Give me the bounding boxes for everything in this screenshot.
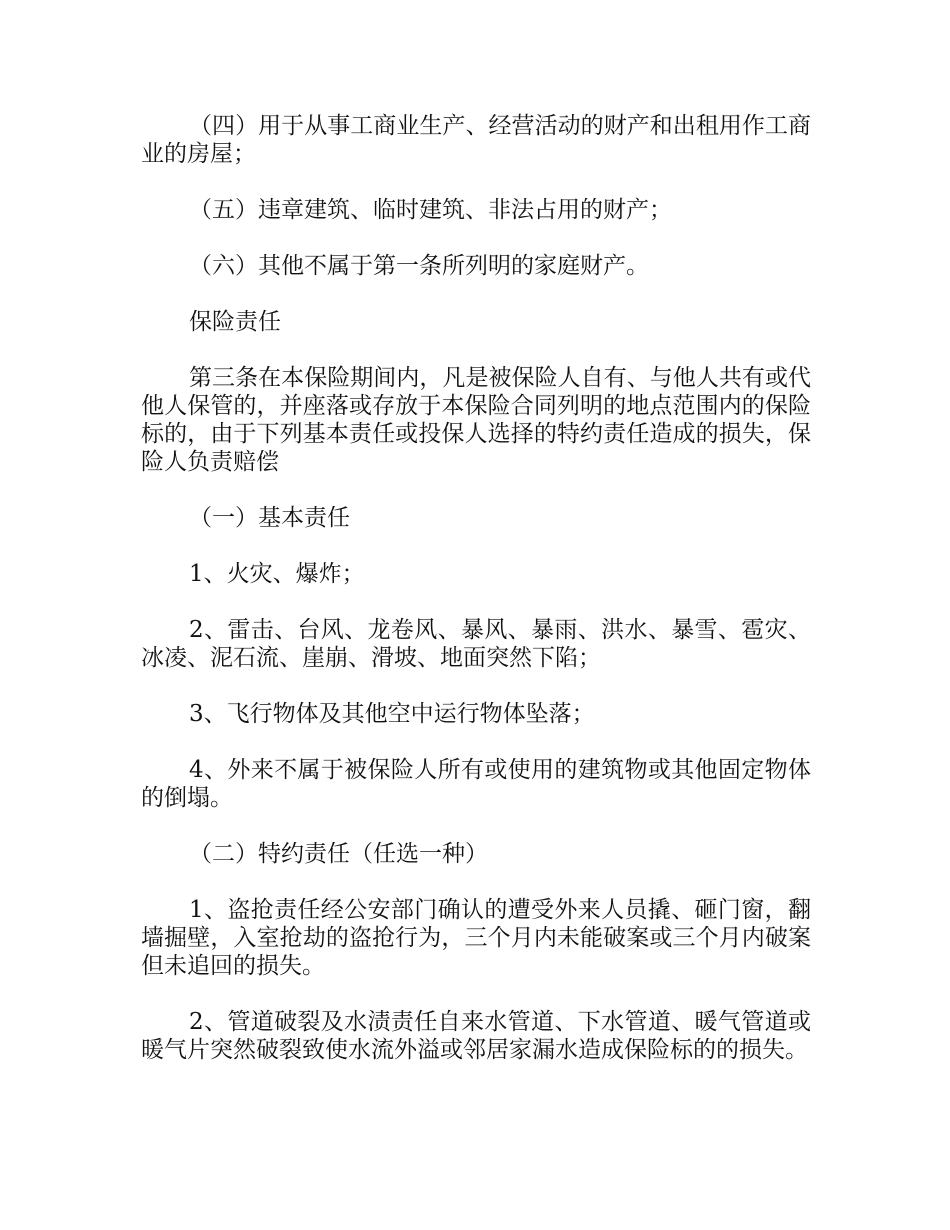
paragraph-exclusion-5: （五）违章建筑、临时建筑、非法占用的财产； <box>189 197 672 223</box>
document-page <box>141 112 811 1092</box>
subheading-basic-liability: （一）基本责任 <box>189 505 350 531</box>
list-item-special-2: 2、管道破裂及水渍责任自来水管道、下水管道、暖气管道或暖气片突然破裂致使水流外溢或邻居家漏水造成保险标的的损失。 <box>141 1009 811 1063</box>
list-item-special-1: 1、盗抢责任经公安部门确认的遭受外来人员撬、砸门窗，翻墙掘壁，入室抢劫的盗抢行为，三个月内未能破案或三个月内破案但未追回的损失。 <box>141 897 811 979</box>
list-item-basic-4: 4、外来不属于被保险人所有或使用的建筑物或其他固定物体的倒塌。 <box>141 757 811 811</box>
section-heading-liability: 保险责任 <box>189 309 281 335</box>
list-item-basic-2: 2、雷击、台风、龙卷风、暴风、暴雨、洪水、暴雪、雹灾、冰凌、泥石流、崖崩、滑坡、地面突然下陷； <box>141 617 811 671</box>
paragraph-exclusion-6: （六）其他不属于第一条所列明的家庭财产。 <box>189 253 649 279</box>
paragraph-article-3: 第三条在本保险期间内，凡是被保险人自有、与他人共有或代他人保管的，并座落或存放于本保险合同列明的地点范围内的保险标的，由于下列基本责任或投保人选择的特约责任造成的损失，保险人负责赔偿 <box>141 365 811 475</box>
list-item-basic-3: 3、飞行物体及其他空中运行物体坠落； <box>189 701 595 727</box>
list-item-basic-1: 1、火灾、爆炸； <box>189 561 365 587</box>
subheading-special-liability: （二）特约责任（任选一种） <box>189 841 488 867</box>
paragraph-exclusion-4: （四）用于从事工商业生产、经营活动的财产和出租用作工商业的房屋； <box>141 113 811 167</box>
